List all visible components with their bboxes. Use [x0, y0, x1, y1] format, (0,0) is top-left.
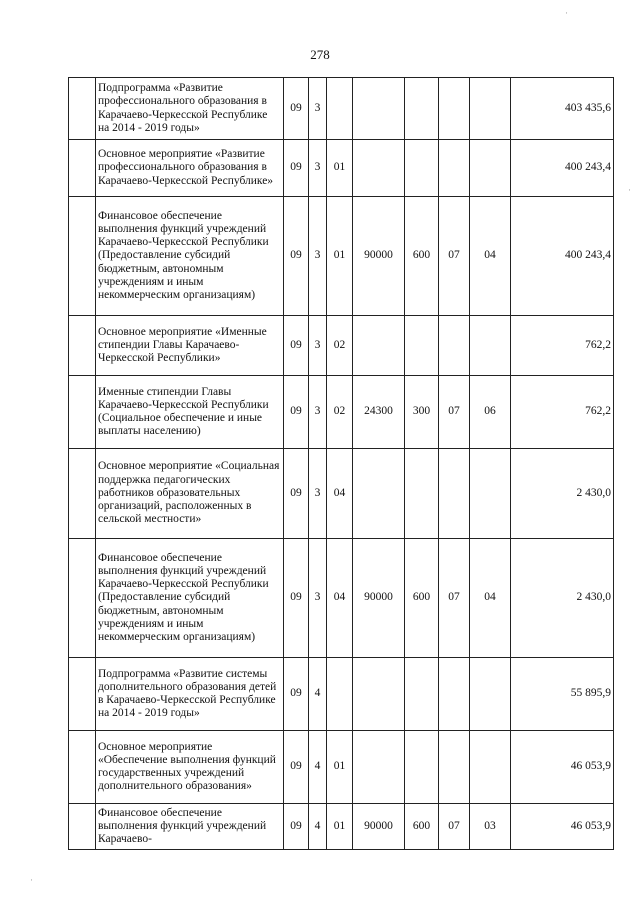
expense-type-cell: [405, 316, 439, 376]
subprogram-code-cell: 3: [309, 140, 327, 197]
subsection-cell: [470, 449, 511, 539]
section-cell: [439, 78, 470, 140]
table-row: [69, 804, 614, 850]
direction-code-cell: 90000: [353, 804, 405, 850]
blank-cell: [69, 376, 96, 449]
program-code-cell: 09: [284, 804, 309, 850]
subprogram-code-cell: 3: [309, 376, 327, 449]
amount-cell: 55 895,9: [511, 658, 614, 731]
subsection-cell: 04: [470, 539, 511, 658]
page-number: 278: [310, 47, 330, 62]
table-row: [69, 731, 614, 804]
budget-table: [68, 77, 614, 850]
section-cell: [439, 140, 470, 197]
subprogram-code-cell: 4: [309, 731, 327, 804]
expense-type-cell: [405, 140, 439, 197]
item-name-cell: Финансовое обеспечение выполнения функций учреждений Карачаево-: [96, 804, 284, 850]
blank-cell: [69, 78, 96, 140]
event-code-cell: [327, 78, 353, 140]
event-code-cell: 01: [327, 804, 353, 850]
section-cell: [439, 658, 470, 731]
subprogram-code-cell: 3: [309, 449, 327, 539]
table-row: [69, 197, 614, 316]
subsection-cell: 04: [470, 197, 511, 316]
program-code-cell: 09: [284, 449, 309, 539]
item-name-cell: Основное мероприятие «Социальная поддержка педагогических работников образовательных организаций, расположенных в сельской местности»: [96, 449, 284, 539]
program-code-cell: 09: [284, 140, 309, 197]
blank-cell: [69, 316, 96, 376]
program-code-cell: 09: [284, 316, 309, 376]
subsection-cell: 06: [470, 376, 511, 449]
section-cell: 07: [439, 539, 470, 658]
blank-cell: [69, 539, 96, 658]
table-row: [69, 316, 614, 376]
event-code-cell: 02: [327, 316, 353, 376]
section-cell: 07: [439, 376, 470, 449]
amount-cell: 762,2: [511, 316, 614, 376]
scan-mark: ·: [565, 8, 568, 18]
expense-type-cell: [405, 731, 439, 804]
amount-cell: 2 430,0: [511, 539, 614, 658]
subprogram-code-cell: 4: [309, 658, 327, 731]
direction-code-cell: 90000: [353, 197, 405, 316]
subsection-cell: [470, 316, 511, 376]
section-cell: [439, 449, 470, 539]
direction-code-cell: 90000: [353, 539, 405, 658]
program-code-cell: 09: [284, 376, 309, 449]
expense-type-cell: 600: [405, 197, 439, 316]
event-code-cell: 01: [327, 731, 353, 804]
expense-type-cell: 300: [405, 376, 439, 449]
amount-cell: 46 053,9: [511, 731, 614, 804]
item-name-cell: Финансовое обеспечение выполнения функций учреждений Карачаево-Черкесской Республики (Предоставление субсидий бюджетным, автономным учреждениям и иным некоммерческим организациям): [96, 539, 284, 658]
event-code-cell: 04: [327, 539, 353, 658]
program-code-cell: 09: [284, 539, 309, 658]
expense-type-cell: [405, 78, 439, 140]
table-row: [69, 539, 614, 658]
direction-code-cell: [353, 449, 405, 539]
expense-type-cell: [405, 658, 439, 731]
blank-cell: [69, 140, 96, 197]
direction-code-cell: [353, 140, 405, 197]
amount-cell: 46 053,9: [511, 804, 614, 850]
subprogram-code-cell: 4: [309, 804, 327, 850]
table-row: [69, 376, 614, 449]
section-cell: [439, 731, 470, 804]
subsection-cell: [470, 78, 511, 140]
table-row: [69, 140, 614, 197]
direction-code-cell: [353, 316, 405, 376]
blank-cell: [69, 804, 96, 850]
program-code-cell: 09: [284, 78, 309, 140]
blank-cell: [69, 449, 96, 539]
amount-cell: 2 430,0: [511, 449, 614, 539]
item-name-cell: Основное мероприятие «Обеспечение выполнения функций государственных учреждений дополнительного образования»: [96, 731, 284, 804]
item-name-cell: Финансовое обеспечение выполнения функций учреждений Карачаево-Черкесской Республики (Предоставление субсидий бюджетным, автономным учреждениям и иным некоммерческим организациям): [96, 197, 284, 316]
program-code-cell: 09: [284, 658, 309, 731]
blank-cell: [69, 658, 96, 731]
scan-mark: ·: [30, 875, 33, 885]
blank-cell: [69, 197, 96, 316]
item-name-cell: Именные стипендии Главы Карачаево-Черкесской Республики (Социальное обеспечение и иные выплаты населению): [96, 376, 284, 449]
item-name-cell: Подпрограмма «Развитие профессионального образования в Карачаево-Черкесской Республике на 2014 - 2019 годы»: [96, 78, 284, 140]
amount-cell: 403 435,6: [511, 78, 614, 140]
event-code-cell: 01: [327, 140, 353, 197]
amount-cell: 400 243,4: [511, 197, 614, 316]
subsection-cell: 03: [470, 804, 511, 850]
subsection-cell: [470, 140, 511, 197]
scan-mark: ·: [628, 185, 631, 195]
amount-cell: 762,2: [511, 376, 614, 449]
subsection-cell: [470, 658, 511, 731]
event-code-cell: 02: [327, 376, 353, 449]
program-code-cell: 09: [284, 197, 309, 316]
direction-code-cell: [353, 731, 405, 804]
table-row: [69, 78, 614, 140]
table-row: [69, 658, 614, 731]
table-row: [69, 449, 614, 539]
item-name-cell: Основное мероприятие «Именные стипендии Главы Карачаево-Черкесской Республики»: [96, 316, 284, 376]
item-name-cell: Основное мероприятие «Развитие профессионального образования в Карачаево-Черкесской Республике»: [96, 140, 284, 197]
expense-type-cell: [405, 449, 439, 539]
subprogram-code-cell: 3: [309, 539, 327, 658]
blank-cell: [69, 731, 96, 804]
event-code-cell: 01: [327, 197, 353, 316]
event-code-cell: 04: [327, 449, 353, 539]
section-cell: 07: [439, 804, 470, 850]
subprogram-code-cell: 3: [309, 197, 327, 316]
section-cell: 07: [439, 197, 470, 316]
item-name-cell: Подпрограмма «Развитие системы дополнительного образования детей в Карачаево-Черкесской Республике на 2014 - 2019 годы»: [96, 658, 284, 731]
subsection-cell: [470, 731, 511, 804]
direction-code-cell: 24300: [353, 376, 405, 449]
subprogram-code-cell: 3: [309, 316, 327, 376]
program-code-cell: 09: [284, 731, 309, 804]
expense-type-cell: 600: [405, 539, 439, 658]
event-code-cell: [327, 658, 353, 731]
subprogram-code-cell: 3: [309, 78, 327, 140]
direction-code-cell: [353, 658, 405, 731]
section-cell: [439, 316, 470, 376]
direction-code-cell: [353, 78, 405, 140]
amount-cell: 400 243,4: [511, 140, 614, 197]
expense-type-cell: 600: [405, 804, 439, 850]
